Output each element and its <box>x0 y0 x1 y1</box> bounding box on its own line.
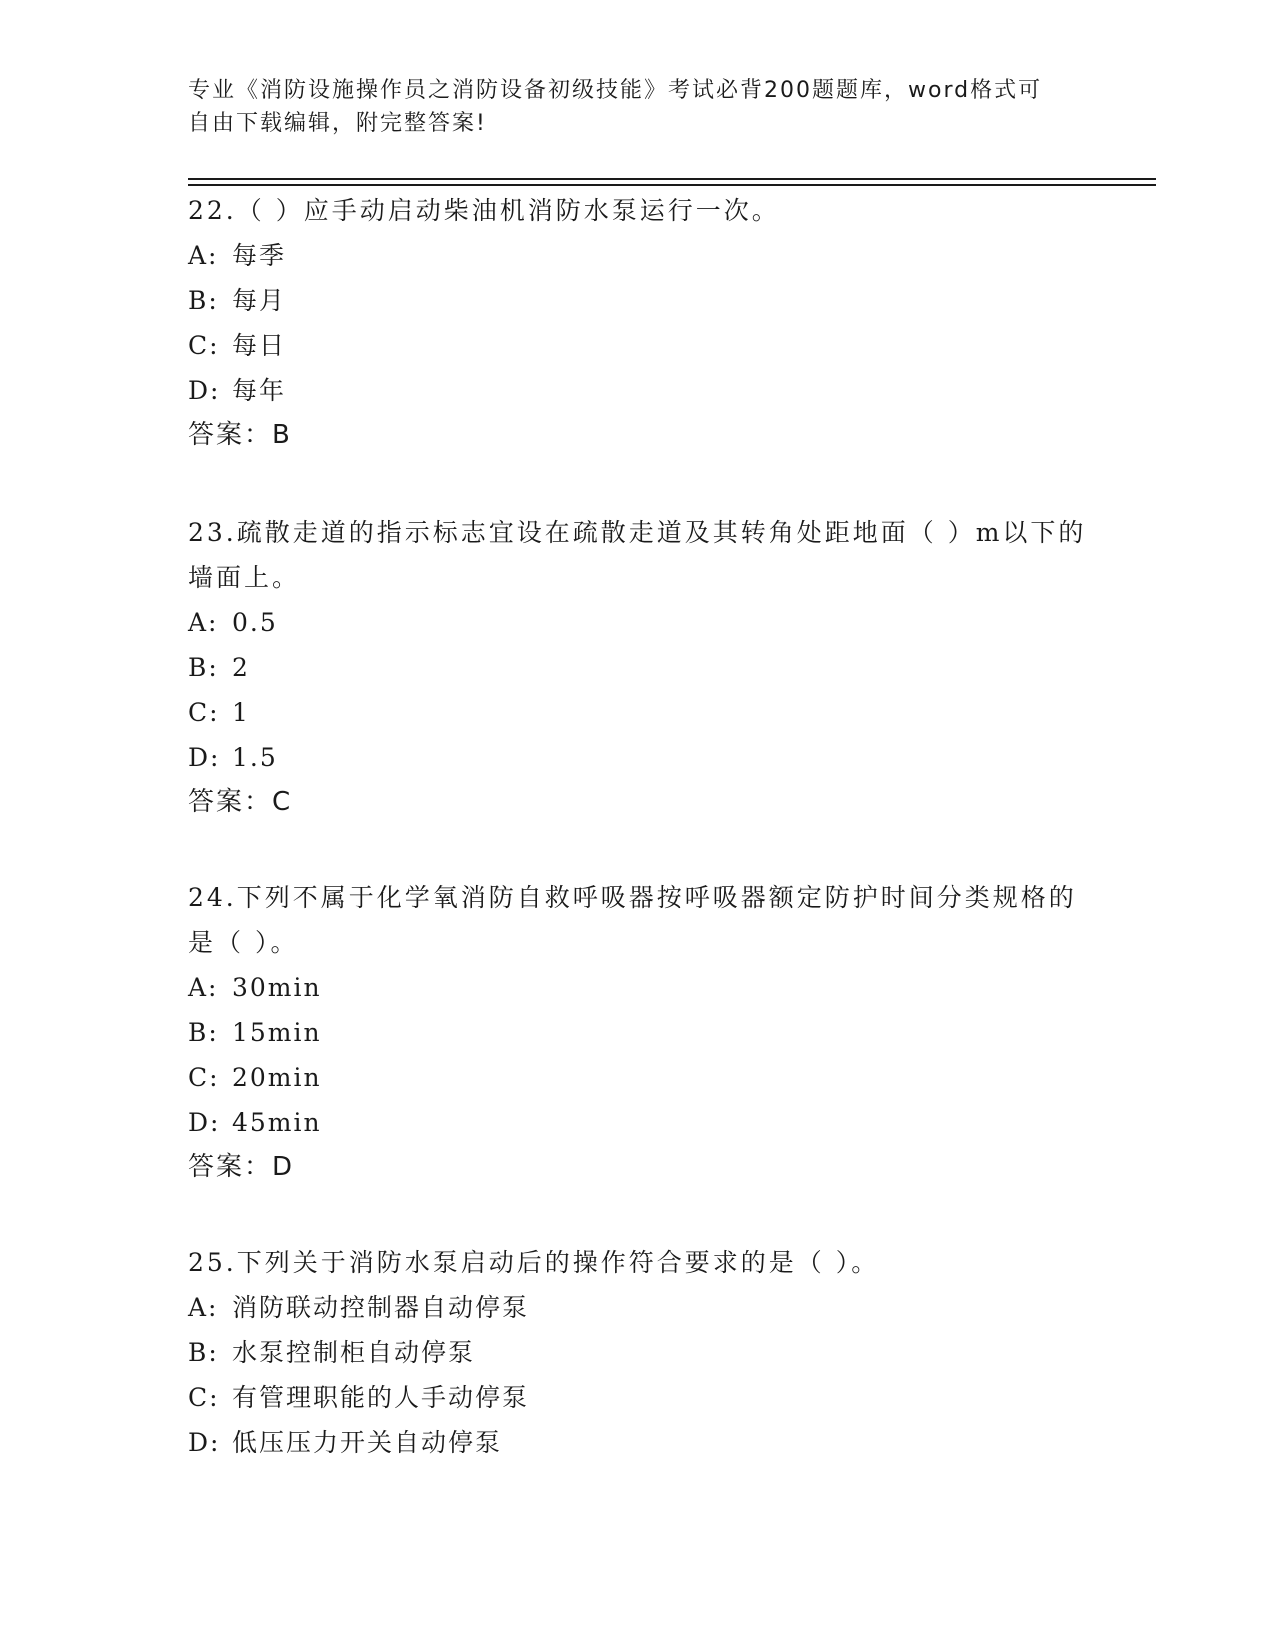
option-c <box>188 323 1088 368</box>
question-text: 25.下列关于消防水泵启动后的操作符合要求的是（ ）。 <box>188 1248 880 1277</box>
option-letter: A: <box>188 973 219 1002</box>
option-d <box>188 735 1088 780</box>
option-a <box>188 1285 1088 1330</box>
option-a <box>188 600 1088 645</box>
answer-line: 答案：D <box>188 1152 295 1182</box>
option-letter: C: <box>188 1063 220 1092</box>
option-a <box>188 965 1088 1010</box>
option-text: 水泵控制柜自动停泵 <box>232 1338 476 1367</box>
option-letter: C: <box>188 331 220 360</box>
question-25 <box>188 1240 1088 1465</box>
option-letter: D: <box>188 1108 221 1137</box>
option-letter: A: <box>188 1293 219 1322</box>
option-d <box>188 1420 1088 1465</box>
option-letter: A: <box>188 608 219 637</box>
option-text: 每季 <box>232 241 287 270</box>
document-header <box>188 74 1068 140</box>
option-text: 每日 <box>232 331 287 360</box>
option-letter: B: <box>188 1338 219 1367</box>
option-text: 每年 <box>232 376 287 405</box>
option-c <box>188 1375 1088 1420</box>
question-text: 24.下列不属于化学氧消防自救呼吸器按呼吸器额定防护时间分类规格的是（ ）。 <box>188 883 1077 957</box>
question-text: 23.疏散走道的指示标志宜设在疏散走道及其转角处距地面（ ）m以下的墙面上。 <box>188 518 1087 592</box>
question-text: 22.（ ）应手动启动柴油机消防水泵运行一次。 <box>188 196 780 225</box>
option-text: 20min <box>232 1063 322 1092</box>
option-d <box>188 368 1088 413</box>
option-letter: C: <box>188 1383 220 1412</box>
option-letter: B: <box>188 286 219 315</box>
option-text: 1.5 <box>232 743 278 772</box>
option-text: 15min <box>232 1018 322 1047</box>
question-22 <box>188 188 1088 458</box>
option-text: 低压压力开关自动停泵 <box>232 1428 503 1457</box>
option-letter: D: <box>188 376 221 405</box>
header-divider-top <box>188 178 1156 180</box>
option-text: 有管理职能的人手动停泵 <box>232 1383 530 1412</box>
option-text: 1 <box>232 698 250 727</box>
option-text: 每月 <box>232 286 287 315</box>
option-b <box>188 1010 1088 1055</box>
option-letter: D: <box>188 1428 221 1457</box>
option-text: 0.5 <box>232 608 278 637</box>
option-letter: D: <box>188 743 221 772</box>
option-letter: A: <box>188 241 219 270</box>
option-text: 消防联动控制器自动停泵 <box>232 1293 530 1322</box>
option-text: 30min <box>232 973 322 1002</box>
option-c <box>188 690 1088 735</box>
header-line-2: 自由下载编辑，附完整答案! <box>188 111 487 136</box>
option-b <box>188 278 1088 323</box>
option-d <box>188 1100 1088 1145</box>
header-line-1: 专业《消防设施操作员之消防设备初级技能》考试必背200题题库，word格式可 <box>188 78 1043 103</box>
option-text: 45min <box>232 1108 322 1137</box>
header-divider-bottom <box>188 184 1156 186</box>
option-a <box>188 233 1088 278</box>
option-letter: B: <box>188 1018 219 1047</box>
question-24 <box>188 875 1088 1190</box>
option-b <box>188 1330 1088 1375</box>
question-23 <box>188 510 1088 825</box>
answer-line: 答案：C <box>188 787 293 817</box>
option-letter: B: <box>188 653 219 682</box>
option-b <box>188 645 1088 690</box>
option-letter: C: <box>188 698 220 727</box>
option-c <box>188 1055 1088 1100</box>
option-text: 2 <box>232 653 250 682</box>
answer-line: 答案：B <box>188 420 292 450</box>
